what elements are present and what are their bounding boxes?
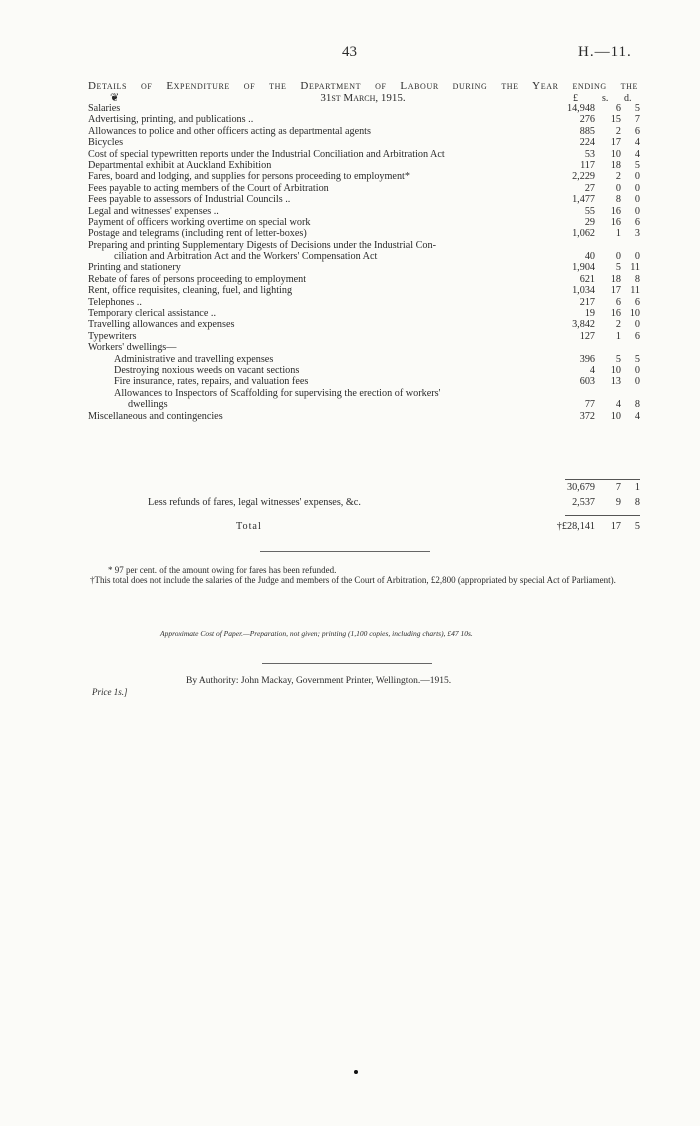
less-shillings: 9 [615,497,621,508]
item-pence: 0 [634,171,640,183]
divider [260,551,430,552]
table-title-date: 31st March, 1915. [320,92,406,104]
item-shillings: 1 [615,228,621,240]
item-pence: 11 [630,285,640,297]
item-shillings: 16 [610,205,621,217]
item-pounds: 217 [579,296,595,308]
item-pounds: 1,477 [572,194,595,206]
item-shillings: 10 [610,148,621,160]
subtotal-shillings: 7 [615,482,621,493]
item-label: dwellings [128,399,168,411]
item-pounds: 885 [579,125,595,137]
item-shillings: 17 [610,285,621,297]
table-row [88,126,640,137]
page-number: 43 [342,44,357,60]
item-shillings: 0 [615,251,621,263]
subtotal-row [88,482,640,494]
item-label: Typewriters [88,330,137,342]
item-label: Workers' dwellings— [88,342,177,354]
expenditure-table [88,103,640,422]
item-pence: 0 [634,376,640,388]
table-title: Details of Expenditure of the Department of Labour during the Year ending the [88,80,638,92]
item-shillings: 2 [615,171,621,183]
item-label: Rebate of fares of persons proceeding to employment [88,273,307,285]
less-pence: 8 [634,497,640,508]
item-label: Allowances to police and other officers acting as departmental agents [88,125,371,137]
item-label: Cost of special typewritten reports under the Industrial Conciliation and Arbitration Act [88,148,445,160]
printer-authority: By Authority: John Mackay, Government Printer, Wellington.—1915. [186,676,452,686]
table-row [88,149,640,160]
total-shillings: 17 [610,521,621,532]
item-pounds: 117 [580,159,595,171]
table-row [88,274,640,285]
item-label: ciliation and Arbitration Act and the Workers' Compensation Act [114,251,378,263]
table-row [88,262,640,273]
item-label: Allowances to Inspectors of Scaffolding for supervising the erection of workers' [114,387,441,399]
item-pence: 6 [634,125,640,137]
item-pence: 4 [634,137,640,149]
item-pence: 8 [634,273,640,285]
item-label: Fire insurance, rates, repairs, and valuation fees [114,376,309,388]
item-shillings: 1 [615,330,621,342]
total-pounds: †£28,141 [556,521,595,532]
footnote-star: * 97 per cent. of the amount owing for fares has been refunded. [108,565,337,575]
table-row [88,354,640,365]
table-row [88,194,640,205]
item-pence: 0 [634,205,640,217]
item-shillings: 6 [615,296,621,308]
item-pence: 4 [634,410,640,422]
item-label: Telephones .. [88,296,142,308]
table-row [88,319,640,330]
less-label: Less refunds of fares, legal witnesses' expenses, &c. [148,497,361,508]
item-label: Administrative and travelling expenses [114,353,274,365]
item-shillings: 16 [610,308,621,320]
item-shillings: 15 [610,114,621,126]
item-pence: 5 [634,159,640,171]
item-label: Rent, office requisites, cleaning, fuel, and lighting [88,285,293,297]
item-shillings: 17 [610,137,621,149]
ornament-icon: ❦ [110,92,120,104]
item-shillings: 2 [615,125,621,137]
item-label: Printing and stationery [88,262,181,274]
item-label: Salaries [88,103,121,114]
item-shillings: 6 [615,103,621,114]
item-pence: 5 [634,353,640,365]
item-label: Temporary clerical assistance .. [88,308,216,320]
table-row [88,137,640,148]
item-pence: 0 [634,182,640,194]
footnote-dagger: †This total does not include the salaries of the Judge and members of the Court of Arbitration, £2,800 (appropriated by special Act of Parliament). [90,575,616,585]
item-label: Postage and telegrams (including rent of letter-boxes) [88,228,307,240]
table-row [88,399,640,410]
item-pence: 5 [634,103,640,114]
subtotal-pounds: 30,679 [566,482,595,493]
item-shillings: 18 [610,159,621,171]
item-label: Fares, board and lodging, and supplies for persons proceeding to employment* [88,171,410,183]
item-shillings: 0 [615,182,621,194]
item-pounds: 4 [589,364,595,376]
total-label: Total [236,521,262,532]
item-pounds: 2,229 [572,171,595,183]
item-shillings: 4 [615,399,621,411]
item-label: Destroying noxious weeds on vacant sections [114,364,300,376]
item-pounds: 621 [579,273,595,285]
item-pounds: 127 [579,330,595,342]
item-label: Advertising, printing, and publications .. [88,114,254,126]
table-row [88,217,640,228]
table-row [88,331,640,342]
price-note: Price 1s.] [92,687,128,697]
item-pence: 0 [634,364,640,376]
item-shillings: 18 [610,273,621,285]
table-row [88,114,640,125]
item-label: Fees payable to assessors of Industrial Councils .. [88,194,291,206]
item-pounds: 77 [584,399,595,411]
item-label: Miscellaneous and contingencies [88,410,223,422]
table-row [88,240,640,251]
item-pence: 7 [634,114,640,126]
table-row [88,183,640,194]
item-pounds: 603 [579,376,595,388]
cost-of-paper-note: Approximate Cost of Paper.—Preparation, not given; printing (1,100 copies, including charts), £47 10s. [160,629,473,638]
item-label: Legal and witnesses' expenses .. [88,205,219,217]
item-pounds: 372 [579,410,595,422]
total-rule [565,515,640,516]
table-row [88,365,640,376]
table-row [88,251,640,262]
item-label: Preparing and printing Supplementary Digests of Decisions under the Industrial Con- [88,239,437,251]
item-pounds: 1,062 [572,228,595,240]
table-row [88,297,640,308]
pence-header: d. [624,93,632,104]
table-row [88,342,640,353]
item-pounds: 29 [584,216,595,228]
item-label: Payment of officers working overtime on special work [88,216,311,228]
total-row [88,521,640,533]
item-pounds: 40 [584,251,595,263]
subtotal-rule [565,479,640,480]
item-pence: 0 [634,251,640,263]
table-row [88,171,640,182]
table-row [88,103,640,114]
item-pence: 6 [634,330,640,342]
table-row [88,308,640,319]
item-pounds: 3,842 [572,319,595,331]
item-shillings: 13 [610,376,621,388]
item-pounds: 19 [584,308,595,320]
divider [262,663,432,664]
item-pounds: 55 [584,205,595,217]
item-shillings: 16 [610,216,621,228]
table-row [88,160,640,171]
item-pounds: 1,034 [572,285,595,297]
item-label: Departmental exhibit at Auckland Exhibition [88,159,272,171]
item-pence: 8 [634,399,640,411]
item-shillings: 10 [610,410,621,422]
page-reference: H.—11. [578,44,632,60]
less-refunds-row [88,497,640,509]
item-label: Fees payable to acting members of the Court of Arbitration [88,182,329,194]
item-pence: 4 [634,148,640,160]
table-row [88,376,640,387]
item-pence: 0 [634,194,640,206]
item-pounds: 27 [584,182,595,194]
table-row [88,228,640,239]
item-shillings: 5 [615,353,621,365]
table-row [88,206,640,217]
item-pounds: 224 [579,137,595,149]
less-pounds: 2,537 [572,497,595,508]
item-pence: 3 [634,228,640,240]
item-shillings: 10 [610,364,621,376]
item-pence: 6 [634,296,640,308]
table-row [88,285,640,296]
item-pence: 0 [634,319,640,331]
item-pounds: 14,948 [566,103,595,114]
ink-speck [354,1070,358,1074]
subtotal-pence: 1 [634,482,640,493]
item-shillings: 2 [615,319,621,331]
pounds-header: £ [573,93,578,104]
table-row [88,411,640,422]
item-pence: 11 [630,262,640,274]
item-label: Travelling allowances and expenses [88,319,235,331]
item-pounds: 53 [584,148,595,160]
table-row [88,388,640,399]
item-label: Bicycles [88,137,124,149]
item-pounds: 276 [579,114,595,126]
shillings-header: s. [602,93,609,104]
total-pence: 5 [634,521,640,532]
item-pounds: 396 [579,353,595,365]
item-pounds: 1,904 [572,262,595,274]
item-pence: 10 [629,308,640,320]
item-shillings: 5 [615,262,621,274]
item-pence: 6 [634,216,640,228]
item-shillings: 8 [615,194,621,206]
